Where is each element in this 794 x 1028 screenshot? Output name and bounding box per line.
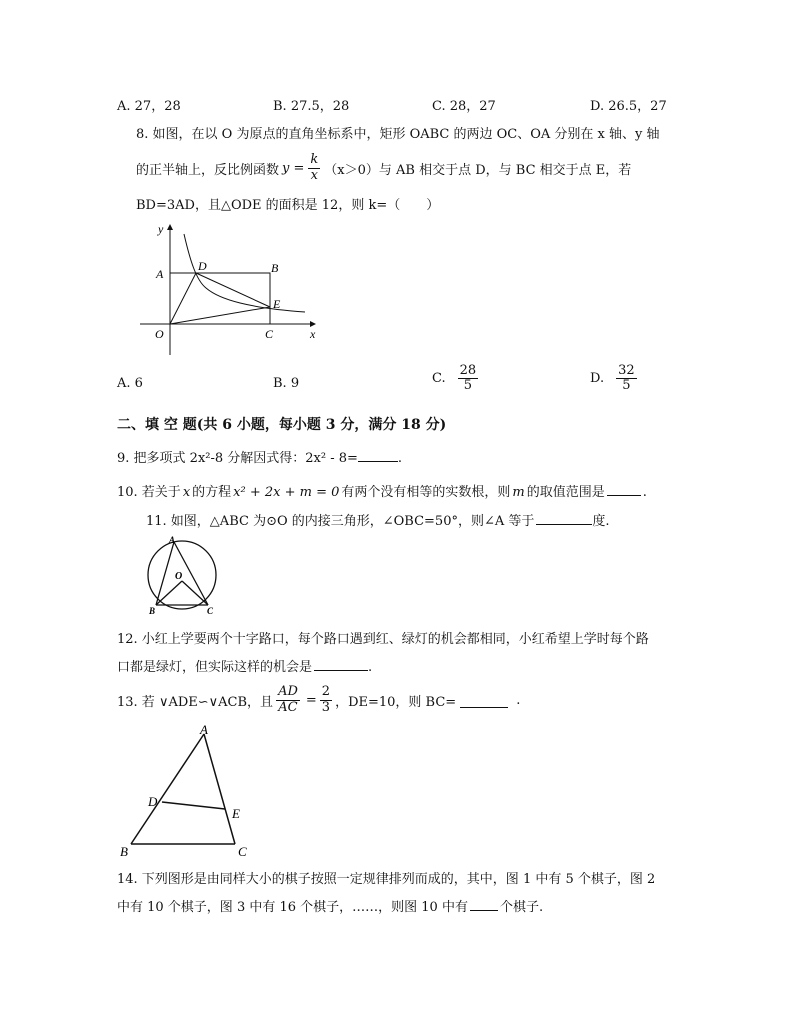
q8-option-c [432, 364, 478, 394]
q12-line-1: 12. 小红上学要两个十字路口，每个路口遇到红、绿灯的机会都相同，小红希望上学时每个路 [117, 632, 649, 647]
q14-line-1: 14. 下列图形是由同样大小的棋子按照一定规律排列而成的，其中，图 1 中有 5 个棋子，图 2 [117, 872, 656, 887]
q14-line-2-b: 个棋子. [499, 900, 544, 915]
q8-option-a: A. 6 [117, 376, 143, 391]
q11-figure [140, 535, 230, 620]
q13-end: . [516, 692, 521, 708]
q8-segment-od [170, 273, 196, 324]
q13-prefix: 13. 若 ∨ADE∽∨ACB，且 [117, 694, 274, 710]
q7-option-c: C. 28，27 [432, 99, 496, 114]
q8-line-2-suffix: 与 AB 相交于点 D，与 BC 相交于点 E，若 [378, 162, 632, 178]
q10-var-x: x [182, 485, 191, 500]
q13-segment-de [162, 802, 225, 809]
q13-side-ab [131, 734, 204, 844]
q12-answer-blank[interactable] [314, 670, 368, 671]
q13-fraction-denominator: AC [278, 699, 298, 715]
q8-label-y: y [158, 222, 164, 236]
q10 [117, 481, 647, 500]
q10-equation: x² + 2x + m = 0 [233, 485, 340, 500]
q8-option-d-denominator: 5 [622, 378, 631, 394]
q8-option-d [590, 364, 637, 394]
q10-prefix: 10. 若关于 [117, 485, 181, 500]
q7-option-b: B. 27.5，28 [273, 99, 350, 114]
q8-label-e: E [273, 297, 281, 311]
q11 [146, 510, 610, 529]
q11-text: 11. 如图，△ABC 为⊙O 的内接三角形，∠OBC=50°，则∠A 等于 [146, 514, 535, 529]
q8-line-3: BD=3AD，且△ODE 的面积是 12，则 k=（ ） [136, 198, 440, 213]
q13-label-b: B [120, 844, 128, 859]
q8-label-b: B [271, 261, 279, 275]
q13 [117, 680, 520, 720]
q10-tail: 的取值范围是 [526, 485, 605, 500]
q14-line-2 [117, 896, 543, 915]
q11-label-a: A [169, 535, 176, 545]
q13-equals: = [305, 692, 317, 708]
q8-label-a: A [156, 267, 164, 281]
q8-option-d-numerator: 32 [618, 363, 635, 378]
q8-option-c-label: C. [432, 371, 446, 387]
q12-line-2 [117, 656, 372, 675]
q8-option-b: B. 9 [273, 376, 300, 391]
q13-figure [115, 720, 265, 860]
q8-fraction-k: k [310, 152, 319, 168]
q8-label-d: D [198, 259, 207, 273]
q13-fraction-ad-ac [276, 685, 300, 715]
q13-label-d: D [148, 794, 158, 809]
q12-end: . [368, 660, 373, 675]
q13-fraction-two-thirds [320, 685, 332, 715]
q13-side-ac [204, 734, 235, 844]
q13-label-e: E [232, 806, 240, 821]
q10-end: . [642, 485, 647, 500]
q8-figure [140, 220, 330, 360]
q13-label-a: A [200, 722, 208, 737]
q13-answer-blank[interactable] [460, 693, 508, 708]
q11-label-o: O [175, 571, 183, 582]
q8-option-c-numerator: 28 [459, 363, 477, 378]
q9 [117, 447, 402, 466]
q8-option-c-denominator: 5 [463, 378, 473, 394]
q8-line-1: 8. 如图，在以 O 为原点的直角坐标系中，矩形 OABC 的两边 OC、OA 分别在 x 轴、y 轴 [136, 127, 660, 142]
q11-label-c: C [207, 606, 214, 616]
q8-line-2 [136, 148, 631, 188]
q8-option-c-fraction [458, 364, 479, 394]
q8-segment-de [196, 273, 270, 307]
q13-fraction-two: 2 [321, 684, 331, 700]
q12-line-2-text: 口都是绿灯，但实际这样的机会是 [117, 660, 313, 675]
q11-end: 度. [592, 514, 610, 529]
q8-segment-oe [170, 307, 270, 324]
q8-label-o: O [155, 327, 164, 341]
q8-y-arrow [167, 224, 173, 230]
q14-line-2-a: 中有 10 个棋子，图 3 中有 16 个棋子，……，则图 10 中有 [117, 900, 468, 915]
q8-fraction-x: x [310, 167, 318, 183]
q14-answer-blank[interactable] [470, 910, 498, 911]
q8-function-fraction [308, 153, 320, 183]
q8-label-x: x [310, 327, 316, 341]
q10-suffix: 有两个没有相等的实数根，则 [341, 485, 511, 500]
q9-answer-blank[interactable] [358, 461, 398, 462]
q8-label-c: C [265, 327, 274, 341]
q13-label-c: C [238, 844, 247, 859]
q8-option-d-fraction [616, 364, 637, 394]
q8-function-y: y = [282, 160, 305, 176]
q10-var-m: m [512, 485, 525, 500]
section-2-heading: 二、填 空 题(共 6 小题，每小题 3 分，满分 18 分) [117, 417, 447, 433]
q13-fraction-numerator: AD [278, 684, 298, 700]
q7-option-d: D. 26.5，27 [590, 99, 667, 114]
q11-label-b: B [149, 606, 156, 616]
q8-condition: （x＞0） [324, 162, 379, 178]
q11-answer-blank[interactable] [536, 524, 592, 525]
q10-mid: 的方程 [192, 485, 232, 500]
q8-rectangle-oabc [170, 273, 270, 324]
q13-fraction-three: 3 [321, 699, 331, 715]
q7-option-a: A. 27，28 [117, 99, 181, 114]
q8-line-2-prefix: 的正半轴上，反比例函数 [136, 162, 280, 178]
q9-end: . [397, 451, 403, 466]
q13-suffix: ，DE=10，则 BC= [335, 694, 457, 710]
q9-text: 9. 把多项式 2x²-8 分解因式得：2x² - 8= [117, 451, 358, 466]
q8-option-d-label: D. [590, 371, 605, 387]
q11-side-ab [156, 542, 174, 605]
q11-segment-oc [182, 581, 208, 605]
q10-answer-blank[interactable] [607, 495, 641, 496]
